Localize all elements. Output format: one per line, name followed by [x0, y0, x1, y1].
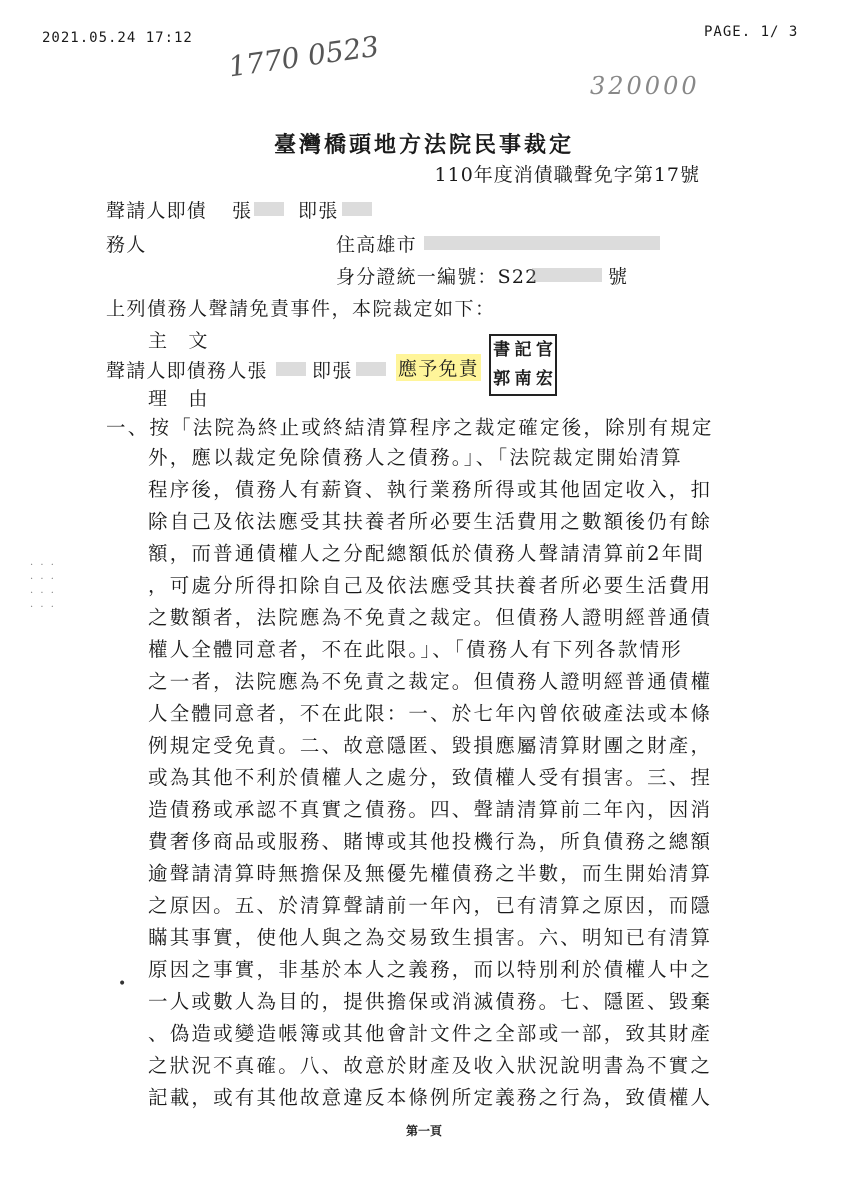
redaction-mark — [342, 202, 372, 216]
handwritten-amount: 320000 — [590, 72, 700, 100]
redaction-mark — [254, 202, 284, 216]
case-number: 110年度消債職聲免字第17號 — [434, 164, 700, 186]
reason-line: 外，應以裁定免除債務人之債務。」、「法院裁定開始清算 — [148, 446, 683, 469]
stamp-char: 郭 — [493, 369, 511, 389]
reason-line: 費奢侈商品或服務、賭博或其他投機行為，所負債務之總額 — [148, 830, 713, 853]
document-title: 臺灣橋頭地方法院民事裁定 — [273, 132, 574, 158]
margin-scan-mark: · · · — [30, 602, 56, 613]
redaction-mark — [532, 268, 602, 282]
reason-line: 造債務或承認不真實之債務。四、聲請清算前二年內，因消 — [148, 798, 713, 821]
reason-line: 例規定受免責。二、故意隱匿、毀損應屬清算財團之財產， — [148, 734, 713, 757]
reason-line: 之狀況不真確。八、故意於財產及收入狀況說明書為不實之 — [148, 1054, 713, 1077]
main-text-heading: 主 文 — [148, 330, 209, 352]
clerk-seal-stamp — [489, 334, 557, 396]
reason-line: 瞞其事實，使他人與之為交易致生損害。六、明知已有清算 — [148, 926, 713, 949]
party-role-line2: 務人 — [106, 234, 147, 256]
reason-line: 除自己及依法應受其扶養者所必要生活費用之數額後仍有餘 — [148, 510, 713, 533]
party-id-label: 身分證統一編號：S22 — [336, 266, 539, 288]
reason-line: 額，而普通債權人之分配總額低於債務人聲請清算前2年間 — [148, 542, 706, 565]
party-role-line1: 聲請人即債 — [106, 200, 208, 222]
margin-scan-mark: · · · — [30, 560, 56, 571]
page-indicator: PAGE. 1/ 3 — [704, 24, 799, 40]
ruling-prefix: 聲請人即債務人張 — [106, 360, 268, 382]
reason-line: 權人全體同意者，不在此限。」、「債務人有下列各款情形 — [148, 638, 683, 661]
redaction-mark — [276, 362, 306, 376]
reason-line: ，可處分所得扣除自己及依法應受其扶養者所必要生活費用 — [148, 574, 713, 597]
reason-line: 之數額者，法院應為不免責之裁定。但債務人證明經普通債 — [148, 606, 713, 629]
redaction-mark — [424, 236, 660, 250]
reason-line: 之原因。五、於清算聲請前一年內，已有清算之原因，而隱 — [148, 894, 713, 917]
reason-line: 一人或數人為目的，提供擔保或消滅債務。七、隱匿、毀棄 — [148, 990, 713, 1013]
reason-line: 程序後，債務人有薪資、執行業務所得或其他固定收入，扣 — [148, 478, 713, 501]
redaction-mark — [356, 362, 386, 376]
fax-timestamp: 2021.05.24 17:12 — [42, 30, 193, 46]
margin-scan-mark: · · · — [30, 574, 56, 585]
reason-line: 之一者，法院應為不免責之裁定。但債務人證明經普通債權 — [148, 670, 713, 693]
stamp-char: 南 — [514, 369, 532, 389]
ruling-alias: 即張 — [312, 360, 353, 382]
stamp-char: 宏 — [535, 369, 553, 389]
reason-line: 、偽造或變造帳簿或其他會計文件之全部或一部，致其財產 — [148, 1022, 713, 1045]
reason-line: 逾聲請清算時無擔保及無優先權債務之半數，而生開始清算 — [148, 862, 713, 885]
intro-text: 上列債務人聲請免責事件，本院裁定如下： — [106, 298, 496, 320]
party-id-suffix: 號 — [608, 266, 629, 288]
party-name: 張 — [232, 200, 253, 222]
party-alias: 即張 — [298, 200, 339, 222]
reason-line: 或為其他不利於債權人之處分，致債權人受有損害。三、捏 — [148, 766, 713, 789]
ruling-result: 應予免責 — [396, 354, 481, 381]
reason-line: 記載，或有其他故意違反本條例所定義務之行為，致債權人 — [148, 1086, 713, 1109]
stamp-char: 記 — [514, 340, 532, 360]
page-footer: 第一頁 — [405, 1124, 442, 1138]
party-address-label: 住高雄市 — [336, 234, 417, 256]
stamp-char: 官 — [535, 340, 553, 360]
handwritten-number: 1770 0523 — [226, 29, 381, 84]
reason-line: 原因之事實，非基於本人之義務，而以特別利於債權人中之 — [148, 958, 713, 981]
reason-heading: 理 由 — [148, 388, 209, 410]
margin-scan-mark: · · · — [30, 588, 56, 599]
stamp-char: 書 — [493, 340, 511, 360]
reason-first-line: 一、按「法院為終止或終結清算程序之裁定確定後，除別有規定 — [106, 416, 714, 439]
reason-line: 人全體同意者，不在此限：一、於七年內曾依破產法或本條 — [148, 702, 713, 725]
punch-hole-mark: • — [118, 976, 129, 992]
